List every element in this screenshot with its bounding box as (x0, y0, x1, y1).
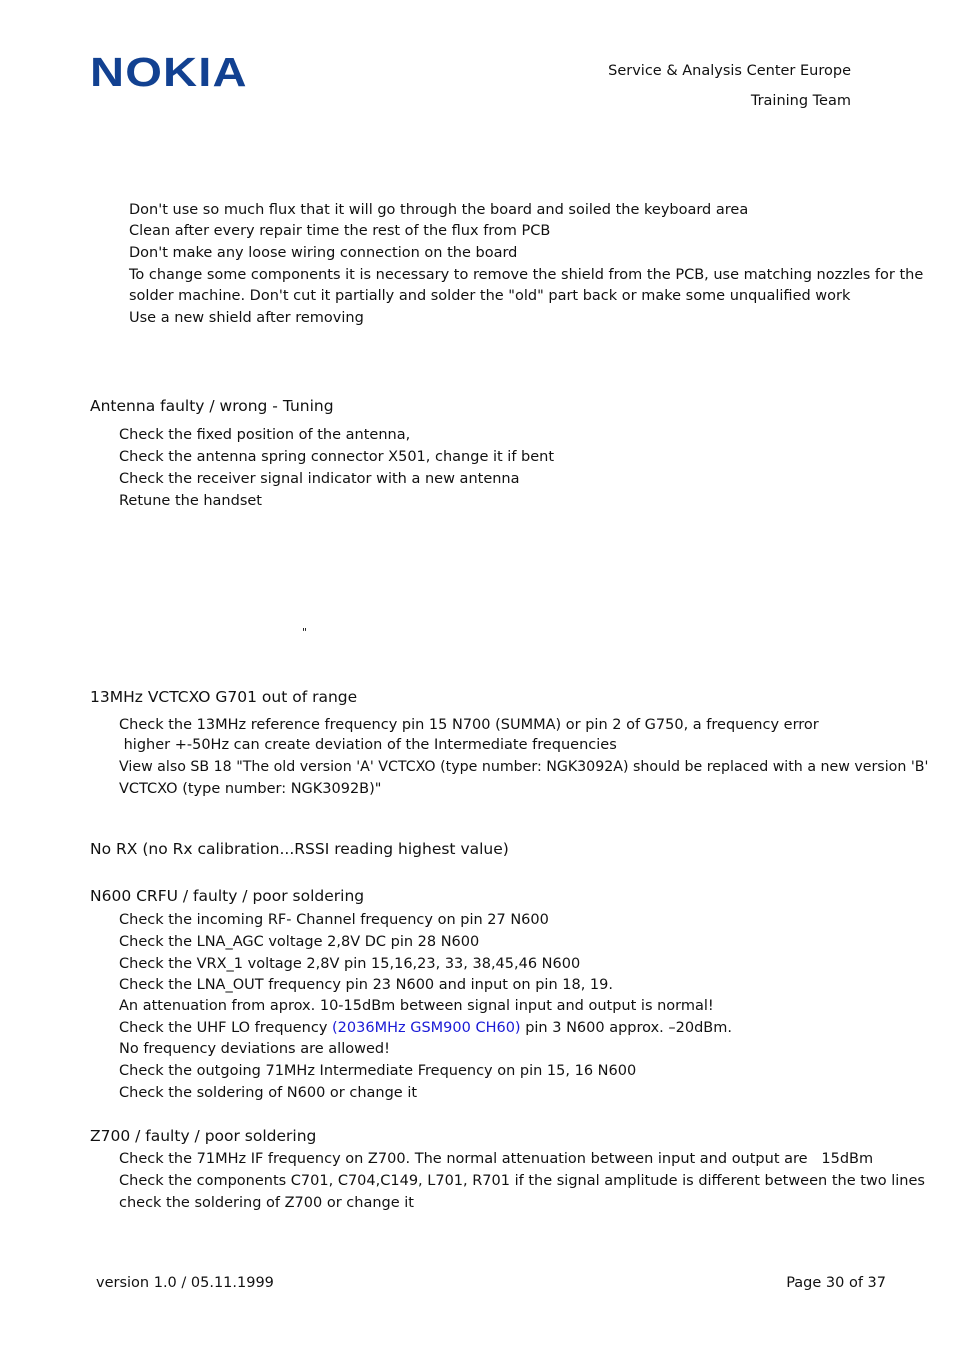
list-item: Check the components C701, C704,C149, L701, R701 if the signal amplitude is different between the two lines (119, 1173, 925, 1189)
footer-page-number: Page 30 of 37 (786, 1275, 886, 1291)
section-heading: 13MHz VCTCXO G701 out of range (90, 688, 358, 706)
list-item: Check the 71MHz IF frequency on Z700. The normal attenuation between input and output are 15dBm (119, 1151, 874, 1167)
list-item: Check the antenna spring connector X501, change it if bent (119, 449, 555, 465)
section-heading: Antenna faulty / wrong - Tuning (90, 397, 334, 415)
footer-version: version 1.0 / 05.11.1999 (96, 1275, 274, 1291)
nokia-logo: NOKIA (90, 49, 248, 95)
section-heading: N600 CRFU / faulty / poor soldering (90, 887, 365, 905)
intro-line: Don't use so much flux that it will go through the board and soiled the keyboard area (129, 202, 749, 218)
uhf-frequency-link[interactable]: (2036MHz GSM900 CH60) (332, 1020, 521, 1036)
list-item: VCTCXO (type number: NGK3092B)" (119, 781, 382, 797)
intro-line: To change some components it is necessary to remove the shield from the PCB, use matching nozzles for the (129, 267, 924, 283)
list-item: Check the fixed position of the antenna, (119, 427, 411, 443)
list-item: Check the incoming RF- Channel frequency on pin 27 N600 (119, 912, 549, 928)
list-item: check the soldering of Z700 or change it (119, 1195, 414, 1211)
list-item: Check the LNA_OUT frequency pin 23 N600 and input on pin 18, 19. (119, 977, 613, 993)
list-item: Check the receiver signal indicator with a new antenna (119, 471, 520, 487)
list-item: Check the 13MHz reference frequency pin 15 N700 (SUMMA) or pin 2 of G750, a frequency error (119, 717, 819, 733)
list-item: No frequency deviations are allowed! (119, 1041, 390, 1057)
list-item-uhf (119, 1017, 732, 1039)
header-text (608, 56, 851, 116)
uhf-text: Check the UHF LO frequency (119, 1020, 333, 1036)
list-item: Check the outgoing 71MHz Intermediate Frequency on pin 15, 16 N600 (119, 1063, 637, 1079)
header-line-1: Service & Analysis Center Europe (608, 63, 851, 79)
list-item: higher +-50Hz can create deviation of the Intermediate frequencies (119, 737, 617, 753)
list-item: Check the VRX_1 voltage 2,8V pin 15,16,23, 33, 38,45,46 N600 (119, 956, 581, 972)
header-line-2: Training Team (750, 93, 851, 109)
list-item: Retune the handset (119, 493, 262, 509)
intro-line: solder machine. Don't cut it partially and solder the "old" part back or make some unqualified work (129, 288, 851, 304)
list-item: Check the soldering of N600 or change it (119, 1085, 418, 1101)
intro-line: Don't make any loose wiring connection on the board (129, 245, 518, 261)
list-item: An attenuation from aprox. 10-15dBm between signal input and output is normal! (119, 998, 714, 1014)
section-heading: Z700 / faulty / poor soldering (90, 1127, 317, 1145)
stray-mark: " (302, 626, 308, 639)
uhf-text: pin 3 N600 approx. –20dBm. (520, 1020, 732, 1036)
intro-line: Use a new shield after removing (129, 310, 364, 326)
list-item: Check the LNA_AGC voltage 2,8V DC pin 28 N600 (119, 934, 480, 950)
section-heading-no-rx: No RX (no Rx calibration...RSSI reading highest value) (90, 840, 509, 858)
intro-line: Clean after every repair time the rest of the flux from PCB (129, 223, 551, 239)
list-item: View also SB 18 "The old version 'A' VCTCXO (type number: NGK3092A) should be replaced with a new version 'B' (119, 759, 929, 775)
